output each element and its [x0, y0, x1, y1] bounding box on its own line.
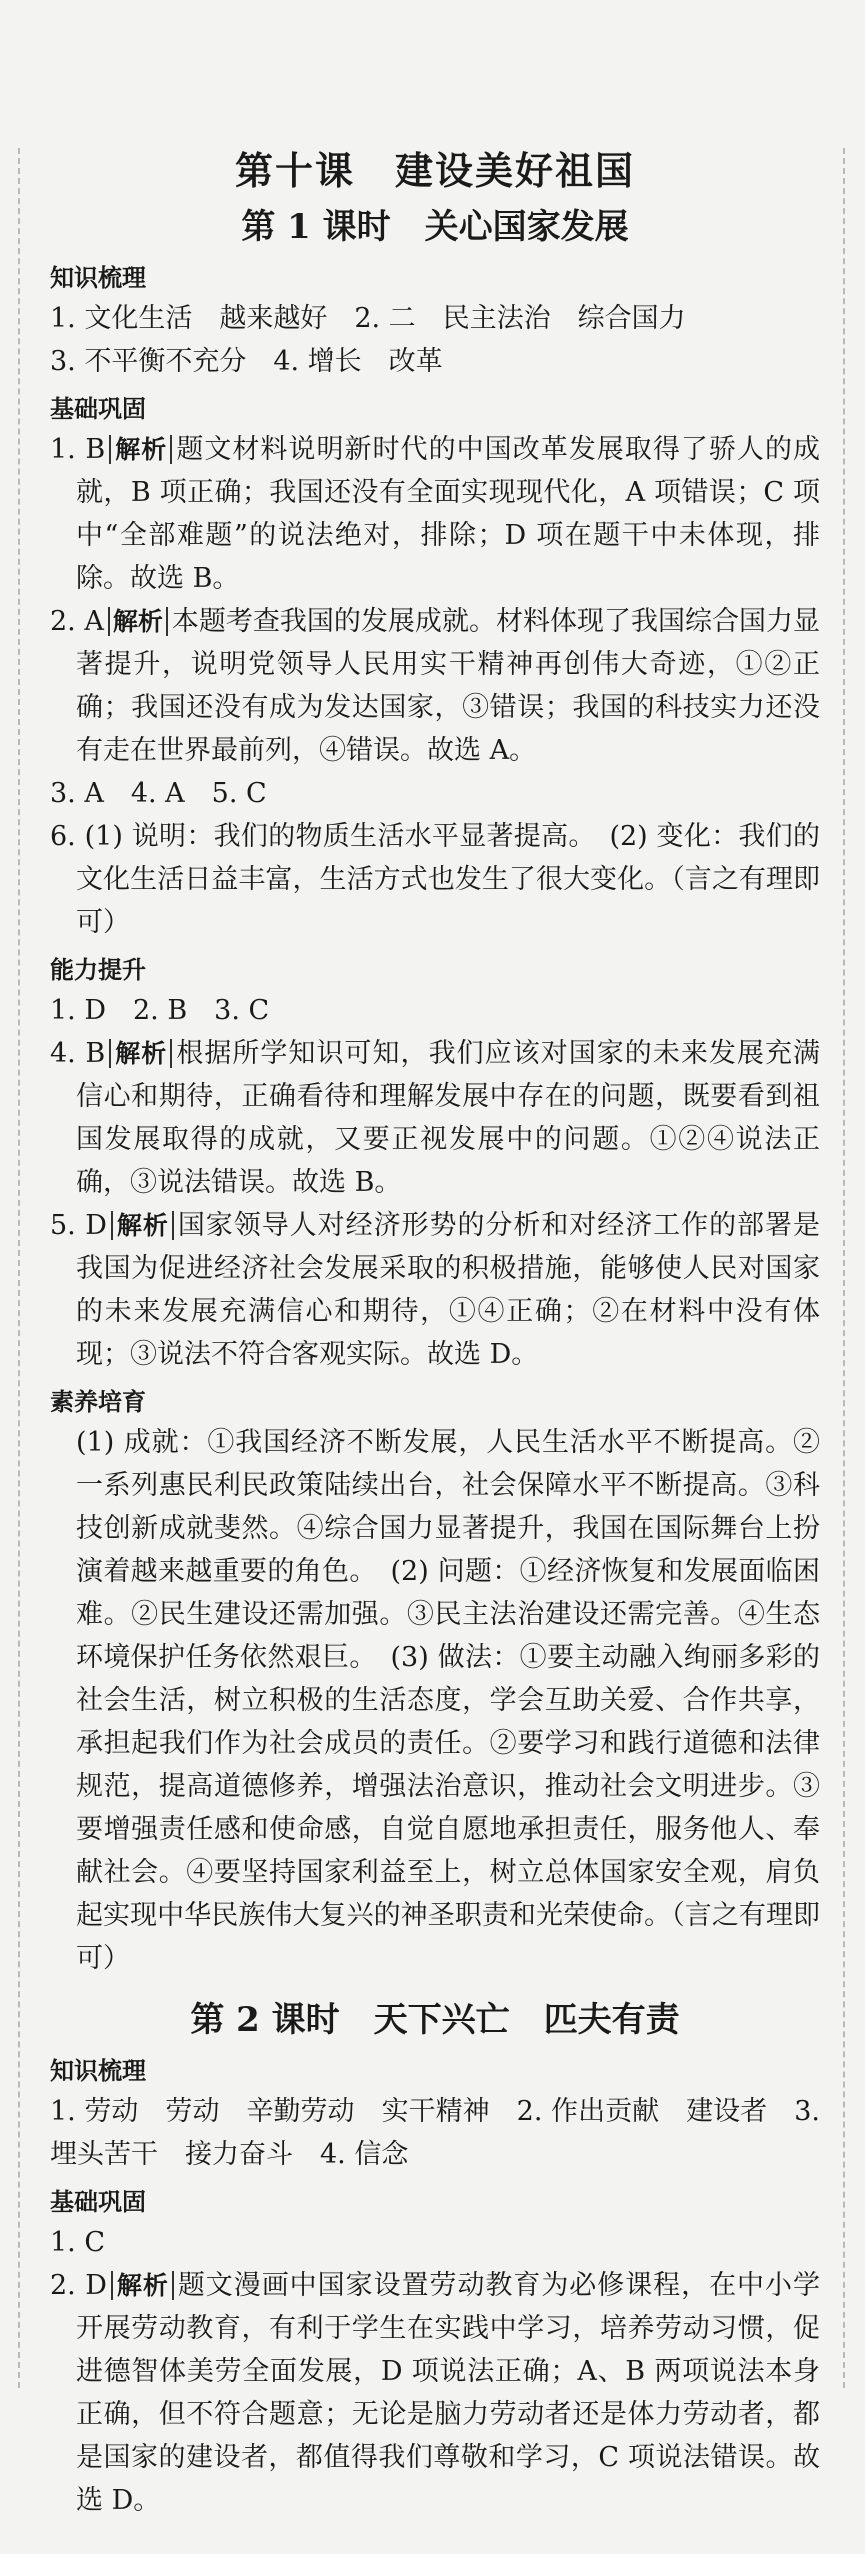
- answer-item: 4. B 解析 根据所学知识可知，我们应该对国家的未来发展充满信心和期待，正确看待和理解发展中存在的问题，既要看到祖国发展取得的成就，又要正视发展中的问题。①②④说法正确，③说法错误。故选 B。: [50, 1038, 820, 1198]
- answer-item: 1. C: [50, 2227, 106, 2258]
- section-heading-basic: 基础巩固: [50, 395, 146, 423]
- literacy-answer: (1) 成就：①我国经济不断发展，人民生活水平不断提高。②一系列惠民利民政策陆续出台，社会保障水平不断提高。③科技创新成就斐然。④综合国力显著提升，我国在国际舞台上扮演着越来越重要的角色。 (2) 问题：①经济恢复和发展面临困难。②民生建设还需加强。③民主法治建设还需完善。④生态环境保护任务依然艰巨。 (3) 做法：①要主动融入绚丽多彩的社会生活，树立积极的生活态度，学会互助关爱、合作共享，承担起我们作为社会成员的责任。②要学习和践行道德和法律规范，提高道德修养，增强法治意识，推动社会文明进步。③要增强责任感和使命感，自觉自愿地承担责任，服务他人、奉献社会。④要坚持国家利益至上，树立总体国家安全观，肩负起实现中华民族伟大复兴的神圣职责和光荣使命。（言之有理即可）: [76, 1427, 820, 1974]
- lesson-title: 第十课 建设美好祖国: [234, 148, 635, 193]
- answer-item: 6. (1) 说明：我们的物质生活水平显著提高。 (2) 变化：我们的文化生活日益丰富，生活方式也发生了很大变化。（言之有理即可）: [50, 821, 820, 938]
- section-heading-basic: 基础巩固: [50, 2188, 146, 2216]
- answer-item: 2. A 解析 本题考查我国的发展成就。材料体现了我国综合国力显著提升，说明党领导人民用实干精神再创伟大奇迹，①②正确；我国还没有成为发达国家，③错误；我国的科技实力还没有走在世界最前列，④错误。故选 A。: [50, 606, 821, 766]
- knowledge-line: 1. 劳动 劳动 辛勤劳动 实干精神 2. 作出贡献 建设者 3. 埋头苦干 接力奋斗 4. 信念: [50, 2096, 829, 2170]
- answer-item: 1. B 解析 题文材料说明新时代的中国改革发展取得了骄人的成就，B 项正确；我国还没有全面实现现代化，A 项错误；C 项中“全部难题”的说法绝对，排除；D 项在题干中未体现，排除。故选 B。: [50, 434, 820, 594]
- answer-item: 5. D 解析 国家领导人对经济形势的分析和对经济工作的部署是我国为促进经济社会发展采取的积极措施，能够使人民对国家的未来发展充满信心和期待，①④正确；②在材料中没有体现；③说法不符合客观实际。故选 D。: [50, 1210, 820, 1370]
- period2-title: 第 2 课时 天下兴亡 匹夫有责: [190, 2000, 680, 2040]
- right-dashed-border: [843, 148, 845, 2388]
- section-heading-literacy: 素养培育: [50, 1388, 146, 1416]
- answer-item: 3. A 4. A 5. C: [50, 778, 267, 809]
- knowledge-line-1: 1. 文化生活 越来越好 2. 二 民主法治 综合国力: [50, 303, 686, 334]
- answer-item: 2. D 解析 题文漫画中国家设置劳动教育为必修课程，在中小学开展劳动教育，有利于学生在实践中学习，培养劳动习惯，促进德智体美劳全面发展，D 项说法正确；A、B 两项说法本身正确，但不符合题意；无论是脑力劳动者还是体力劳动者，都是国家的建设者，都值得我们尊敬和学习，C 项说法错误。故选 D。: [50, 2270, 820, 2516]
- answer-item: 1. D 2. B 3. C: [50, 995, 270, 1026]
- period1-title: 第 1 课时 关心国家发展: [241, 207, 629, 247]
- left-dashed-border: [18, 148, 20, 2388]
- section-heading-ability: 能力提升: [50, 956, 146, 984]
- analysis-tag: 解析: [108, 607, 168, 636]
- section-heading-knowledge: 知识梳理: [50, 2057, 146, 2085]
- analysis-tag: 解析: [111, 2271, 174, 2300]
- analysis-tag: 解析: [109, 1039, 172, 1068]
- analysis-tag: 解析: [109, 435, 172, 464]
- answer-page: [50, 140, 829, 2522]
- knowledge-line-2: 3. 不平衡不充分 4. 增长 改革: [50, 346, 443, 377]
- analysis-tag: 解析: [111, 1211, 174, 1240]
- section-heading-knowledge: 知识梳理: [50, 264, 146, 292]
